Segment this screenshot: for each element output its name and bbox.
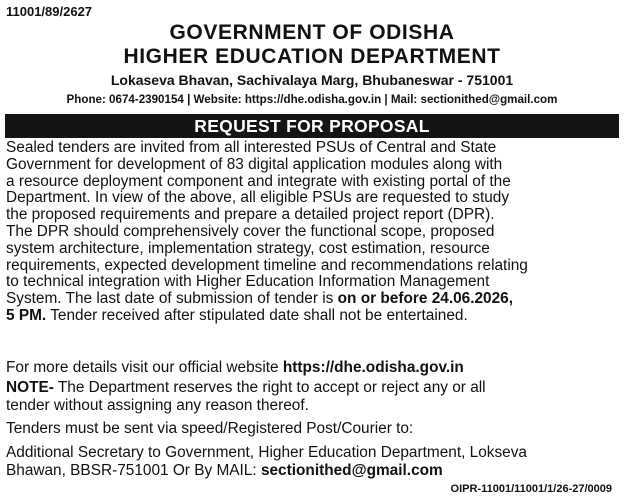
note-section [6, 379, 618, 414]
note-line-2: tender without assigning any reason thereof. [6, 396, 309, 414]
request-for-proposal-banner: REQUEST FOR PROPOSAL [5, 114, 619, 138]
send-address-prefix: Bhawan, BBSR-751001 Or By MAIL: [6, 461, 261, 479]
more-details-line [6, 359, 464, 377]
contact-details: Phone: 0674-2390154 | Website: https://dhe.odisha.gov.in | Mail: sectionithed@gmail.com [66, 93, 558, 106]
deadline-prefix: System. The last date of submission of tender is [6, 290, 338, 308]
note-line-1 [6, 379, 618, 397]
deadline-date: on or before 24.06.2026, [337, 290, 514, 308]
footer-reference: OIPR-11001/11001/1/26-27/0009 [450, 483, 612, 495]
send-address-line-2 [6, 462, 618, 480]
body-line: to technical integration with Higher Education Information Management [6, 273, 490, 291]
more-details-text: For more details visit our official website [6, 359, 283, 376]
deadline-suffix: Tender received after stipulated date shall not be entertained. [46, 306, 468, 324]
email-link[interactable]: sectionithed@gmail.com [260, 461, 443, 479]
send-instruction: Tenders must be sent via speed/Registered Post/Courier to: [6, 420, 414, 437]
send-address-line-1: Additional Secretary to Government, Higher Education Department, Lokseva [6, 444, 527, 461]
body-line: the proposed requirements and prepare a detailed project report (DPR). [6, 206, 495, 224]
website-link[interactable]: https://dhe.odisha.gov.in [282, 359, 464, 376]
deadline-time: 5 PM. [6, 306, 47, 324]
send-address [6, 444, 618, 479]
body-line: The DPR should comprehensively cover the functional scope, proposed [6, 222, 495, 240]
tender-description [6, 140, 618, 325]
note-text: The Department reserves the right to accept or reject any or all [53, 379, 486, 396]
body-line: system architecture, implementation strategy, cost estimation, resource [6, 239, 490, 257]
body-line: Department. In view of the above, all eligible PSUs are requested to study [6, 189, 510, 207]
body-line: Government for development of 83 digital application modules along with [6, 155, 503, 173]
department-title: HIGHER EDUCATION DEPARTMENT [123, 45, 501, 68]
body-line: requirements, expected development timeline and recommendations relating [6, 256, 528, 274]
reference-number: 11001/89/2627 [6, 4, 93, 19]
note-label: NOTE- [6, 379, 54, 396]
government-title: GOVERNMENT OF ODISHA [169, 21, 455, 44]
body-line: a resource deployment component and integrate with existing portal of the [6, 172, 511, 190]
deadline-line [6, 291, 618, 308]
deadline-line-2 [6, 308, 618, 325]
department-address: Lokaseva Bhavan, Sachivalaya Marg, Bhubaneswar - 751001 [110, 72, 514, 88]
body-line: Sealed tenders are invited from all interested PSUs of Central and State [6, 139, 497, 156]
